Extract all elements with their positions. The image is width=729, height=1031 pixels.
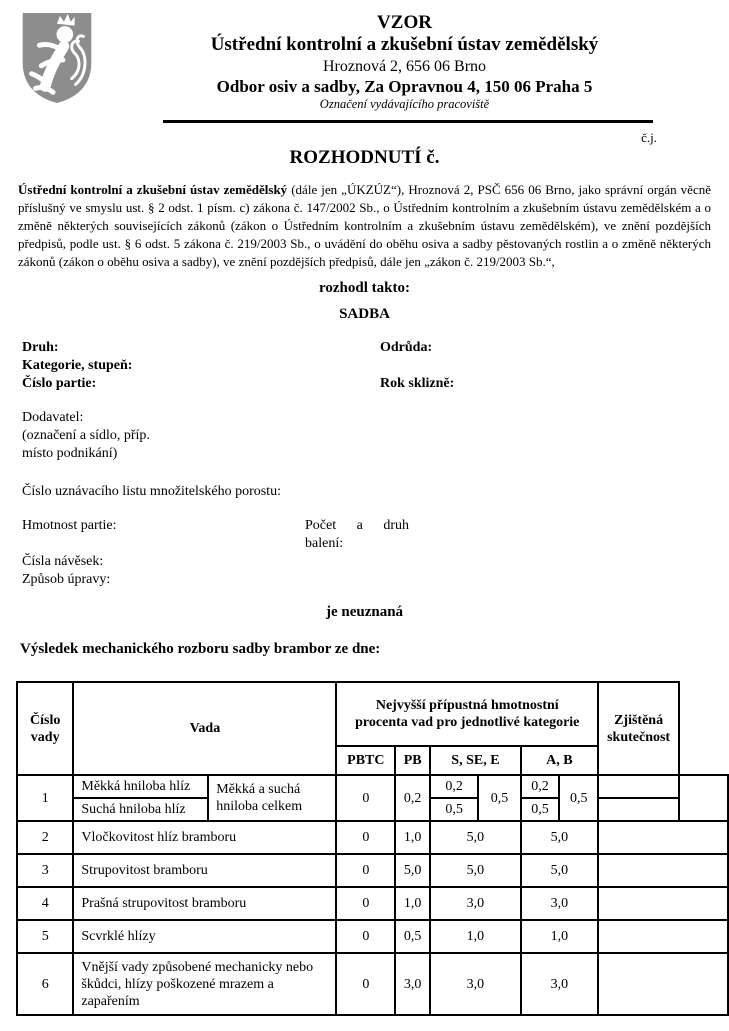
cell-vada-dry: Suchá hniloba hlíz [73,798,208,821]
cell-number: 4 [17,887,73,920]
cell-vada-soft: Měkká hniloba hlíz [73,775,208,798]
czech-lion-emblem-icon [18,10,96,106]
cell-zjistena [598,887,728,920]
cell-zjistena [598,821,728,854]
header-cat-sse: S, SE, E [430,746,521,775]
cell-pbtc: 0 [336,920,395,953]
institute-address: Hroznová 2, 656 06 Brno [322,58,487,75]
cell-pb: 5,0 [395,854,430,887]
cell-pb: 0,2 [395,775,430,821]
cell-sse: 3,0 [430,953,521,1015]
cell-pb: 0,5 [395,920,430,953]
cell-ab: 3,0 [521,953,598,1015]
cell-number: 5 [17,920,73,953]
table-row [17,920,728,953]
supplier-note-line1: (označení a sídlo, příp. [22,428,150,443]
field-dodavatel: Dodavatel: [22,410,84,425]
cell-pbtc: 0 [336,887,395,920]
cell-pb: 1,0 [395,821,430,854]
header-divider [163,120,653,123]
decision-clause: rozhodl takto: [319,280,410,296]
header-limits-group: Nejvyšší přípustná hmotnostní procenta vad pro jednotlivé kategorie [336,682,598,746]
field-cisla-navesek: Čísla návěsek: [22,554,104,569]
cell-sse-top: 0,2 [430,775,478,798]
table-header-row-1 [17,682,728,746]
header-cat-pbtc: PBTC [336,746,395,775]
defects-table [16,681,729,1016]
cell-pb: 3,0 [395,953,430,1015]
header-cat-pb: PB [395,746,430,775]
cell-zjistena-total [679,775,728,821]
field-pocet-a-druh: Počet a druh [305,518,409,533]
table-row [17,887,728,920]
cell-sse: 3,0 [430,887,521,920]
table-row [17,854,728,887]
cell-ab: 5,0 [521,821,598,854]
intro-rest-part: (dále jen „ÚKZÚZ“), Hroznová 2, PSČ 656 06 Brno, jako správní orgán věcně příslušný ve smyslu ust. § 2 odst. 1 písm. c) zákona č. 147/2002 Sb., o Ústředním kontrolním a zkušebním ústavu zemědělském a o změně některých souvisejících zákonů (zákon o Ústředním kontrolním a zkušebním ústavu zemědělském), ve znění pozdějších předpisů, podle ust. § 6 odst. 5 zákona č. 219/2003 Sb., o uvádění do oběhu osiva a sadby pěstovaných rostlin a o změně některých zákonů (zákon o oběhu osiva a sadby), ve znění pozdějších předpisů, dále jen „zákon č. 219/2003 Sb.“, [18,182,711,269]
supplier-block [22,409,729,463]
cell-vada: Vnější vady způsobené mechanicky nebo škůdci, hlízy poškozené mrazem a zapařením [73,953,336,1015]
table-row [17,953,728,1015]
field-cislo-partie: Číslo partie: [22,376,97,391]
cell-vada: Scvrklé hlízy [73,920,336,953]
field-hmotnost-partie: Hmotnost partie: [22,518,117,533]
verdict-text: je neuznaná [325,604,404,620]
cell-ab-bottom: 0,5 [521,798,560,821]
field-cislo-uznavaciho-listu: Číslo uznávacího listu množitelského porostu: [22,484,281,499]
labels-block [22,553,729,589]
department-line: Odbor osiv a sadby, Za Opravnou 4, 150 06 Praha 5 [216,77,593,96]
cell-sse: 1,0 [430,920,521,953]
packaging-block [305,517,427,553]
cell-ab: 5,0 [521,854,598,887]
cell-vada: Strupovitost bramboru [73,854,336,887]
header-vada: Vada [73,682,336,775]
intro-bold-part: Ústřední kontrolní a zkušební ústav zemědělský [18,182,288,197]
letterhead [80,0,729,112]
cell-pb: 1,0 [395,887,430,920]
cell-pbtc: 0 [336,854,395,887]
header-cat-ab: A, B [521,746,598,775]
cell-pbtc: 0 [336,821,395,854]
cell-sse-bottom: 0,5 [430,798,478,821]
cell-zjistena [598,854,728,887]
cell-sse: 5,0 [430,821,521,854]
cell-number: 6 [17,953,73,1015]
cell-number: 1 [17,775,73,821]
field-zpusob-upravy: Způsob úpravy: [22,572,111,587]
header-zjistena: Zjištěná skutečnost [598,682,679,775]
field-labels-block [22,339,729,393]
institute-name: Ústřední kontrolní a zkušební ústav zemědělský [210,34,599,55]
decision-title: ROZHODNUTÍ č. [289,147,440,168]
header-cislo-vady: Číslo vady [17,682,73,775]
cell-ab: 3,0 [521,887,598,920]
cell-vada: Vločkovitost hlíz bramboru [73,821,336,854]
cell-ab-total: 0,5 [559,775,598,821]
issuing-office-note: Označení vydávajícího pracoviště [319,97,490,111]
cell-ab: 1,0 [521,920,598,953]
cell-number: 3 [17,854,73,887]
table-title: Výsledek mechanického rozboru sadby brambor ze dne: [20,641,381,657]
vzor-label: VZOR [377,12,432,33]
table-row [17,821,728,854]
ref-number-label: č.j. [641,130,657,145]
cell-sse: 5,0 [430,854,521,887]
cell-zjistena-top [598,775,679,798]
field-druh: Druh: [22,340,59,355]
cell-pbtc: 0 [336,953,395,1015]
table-row-1a [17,775,728,798]
supplier-note-line2: místo podnikání) [22,446,118,461]
cell-pbtc: 0 [336,775,395,821]
field-kategorie: Kategorie, stupeň: [22,358,133,373]
weight-packaging-row [22,517,729,553]
cell-zjistena [598,920,728,953]
cell-vada-total: Měkká a suchá hniloba celkem [208,775,336,821]
field-baleni: balení: [305,536,344,551]
cell-zjistena [598,953,728,1015]
cell-ab-top: 0,2 [521,775,560,798]
cell-number: 2 [17,821,73,854]
cell-vada: Prašná strupovitost bramboru [73,887,336,920]
field-rok-sklizne: Rok sklizně: [380,376,455,391]
cell-sse-total: 0,5 [478,775,520,821]
section-title-sadba: SADBA [339,306,390,322]
cell-zjistena-bottom [598,798,679,821]
field-odruda: Odrůda: [380,340,433,355]
intro-paragraph [18,181,711,271]
